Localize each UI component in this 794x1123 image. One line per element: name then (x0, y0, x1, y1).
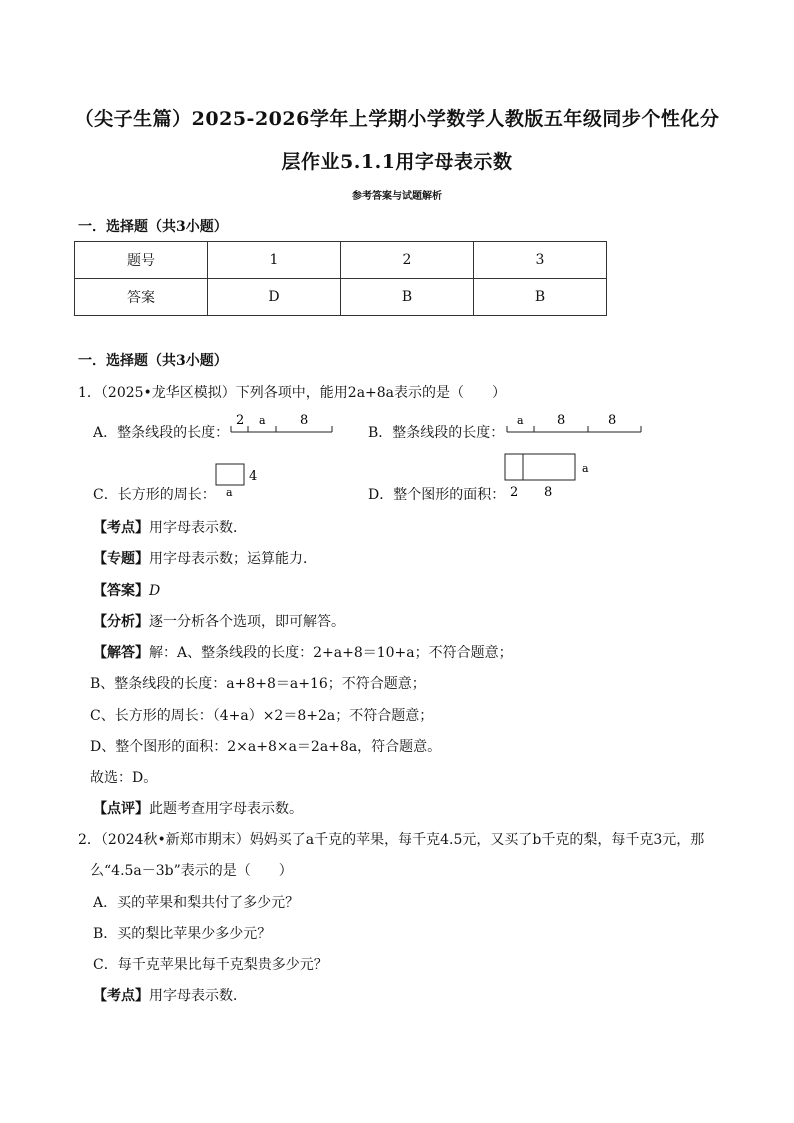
tag-kaodian: 【考点】 (93, 520, 149, 536)
figure-label: 2 (510, 485, 519, 500)
q1-figure-b (504, 408, 644, 440)
table-cell: 题号 (75, 242, 208, 279)
segment-figure-b (504, 408, 644, 436)
figure-label: 2 (236, 413, 245, 428)
q1-figure-c (213, 462, 263, 506)
q1-kaodian (93, 517, 247, 537)
q1-figure-d (502, 450, 594, 506)
q1-guxuan: 故选：D。 (90, 770, 158, 786)
q1-option-a: A．整条线段的长度： (93, 425, 230, 441)
section-heading-answers: 一．选择题（共3小题） (78, 219, 228, 235)
table-cell: 答案 (75, 279, 208, 316)
segment-figure-a (228, 408, 336, 436)
q2-kaodian (93, 985, 247, 1005)
figure-label: 8 (608, 413, 617, 428)
table-cell: 2 (341, 242, 474, 279)
q1-jieda-b: B、整条线段的长度：a+8+8＝a+16；不符合题意； (90, 676, 426, 692)
q1-jieda-c: C、长方形的周长：（4+a）×2＝8+2a；不符合题意； (90, 708, 434, 724)
q1-zhuanti (93, 548, 317, 568)
figure-label: 8 (544, 485, 553, 500)
figure-label: a (517, 414, 524, 427)
table-cell: D (208, 279, 341, 316)
figure-label: 8 (557, 413, 566, 428)
table-cell: 1 (208, 242, 341, 279)
zhuanti-text: 用字母表示数；运算能力． (149, 551, 317, 567)
q1-stem: 1．（2025•龙华区模拟）下列各项中，能用2a+8a表示的是（ ） (78, 385, 507, 401)
q1-option-b: B．整条线段的长度： (368, 425, 505, 441)
q2-option-b: B．买的梨比苹果少多少元？ (93, 926, 272, 942)
figure-label: a (226, 486, 233, 499)
q1-figure-a (228, 408, 336, 440)
q1-fenxi (93, 611, 345, 631)
kaodian-text: 用字母表示数． (149, 520, 247, 536)
table-cell: B (341, 279, 474, 316)
q1-jieda-d: D、整个图形的面积：2×a+8×a＝2a+8a，符合题意。 (90, 739, 442, 755)
section-heading-questions: 一．选择题（共3小题） (78, 353, 228, 369)
figure-label: a (582, 462, 589, 475)
tag-dianping: 【点评】 (93, 801, 149, 817)
rectangle-figure-c (213, 462, 263, 502)
answer-table (74, 241, 607, 316)
q1-answer (93, 580, 160, 600)
q1-option-d: D．整个图形的面积： (368, 487, 506, 503)
answer-text: D (149, 583, 161, 599)
composite-figure-d (502, 450, 594, 502)
page-subtitle: 参考答案与试题解析 (352, 191, 442, 202)
jieda-text: 解：A、整条线段的长度：2+a+8＝10+a；不符合题意； (149, 645, 513, 661)
q2-stem-line2: 么“4.5a－3b”表示的是（ ） (90, 863, 293, 879)
q2-option-c: C．每千克苹果比每千克梨贵多少元？ (93, 957, 328, 973)
table-cell: B (474, 279, 607, 316)
tag-fenxi: 【分析】 (93, 614, 149, 630)
page-title-line1: （尖子生篇）2025-2026学年上学期小学数学人教版五年级同步个性化分 (74, 108, 720, 130)
table-cell: 3 (474, 242, 607, 279)
tag-zhuanti: 【专题】 (93, 551, 149, 567)
page-title-line2: 层作业5.1.1用字母表示数 (281, 151, 513, 173)
q1-dianping (93, 798, 303, 818)
kaodian-text: 用字母表示数． (149, 988, 247, 1004)
q2-stem-line1: 2．（2024秋•新郑市期末）妈妈买了a千克的苹果，每千克4.5元，又买了b千克的梨，每千克3元，那 (78, 832, 705, 848)
figure-label: a (259, 414, 266, 427)
table-row (75, 279, 607, 316)
q2-option-a: A．买的苹果和梨共付了多少元？ (93, 895, 300, 911)
tag-kaodian: 【考点】 (93, 988, 149, 1004)
dianping-text: 此题考查用字母表示数。 (149, 801, 303, 817)
tag-answer: 【答案】 (93, 583, 149, 599)
table-row (75, 242, 607, 279)
fenxi-text: 逐一分析各个选项，即可解答。 (149, 614, 345, 630)
q1-jieda (93, 642, 513, 662)
q1-option-c: C．长方形的周长： (93, 487, 216, 503)
figure-label: 4 (249, 469, 258, 484)
figure-label: 8 (300, 413, 309, 428)
tag-jieda: 【解答】 (93, 645, 149, 661)
